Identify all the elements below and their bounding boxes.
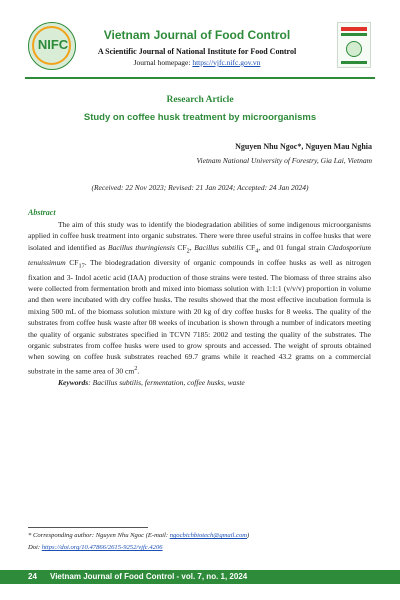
homepage-label: Journal homepage: bbox=[133, 58, 193, 67]
article-title: Study on coffee husk treatment by microorganisms bbox=[83, 112, 317, 123]
logo-text: NIFC bbox=[37, 37, 69, 52]
header-divider bbox=[25, 77, 375, 79]
page-number: 24 bbox=[28, 572, 37, 581]
affiliation: Vietnam National University of Forestry, Gia Lai, Vietnam bbox=[196, 156, 372, 165]
doi-link[interactable]: https://doi.org/10.47866/2615-9252/vjfc.4206 bbox=[41, 544, 163, 551]
keywords-label: Keywords bbox=[58, 377, 89, 387]
article-dates: (Received: 22 Nov 2023; Revised: 21 Jan 2024; Accepted: 24 Jan 2024) bbox=[91, 183, 309, 192]
keywords bbox=[28, 377, 371, 388]
nifc-logo bbox=[28, 22, 76, 70]
journal-cover-thumbnail bbox=[337, 22, 371, 68]
journal-title: Vietnam Journal of Food Control bbox=[103, 28, 291, 42]
corresponding-author-note: * Corresponding author: Nguyen Nhu Ngoc (E-mail: ngocbichbiotech@gmail.com) bbox=[28, 532, 250, 539]
author-email-link[interactable]: ngocbichbiotech@gmail.com bbox=[169, 532, 247, 539]
footer-journal-info: Vietnam Journal of Food Control - vol. 7, no. 1, 2024 bbox=[50, 572, 248, 581]
journal-subtitle: A Scientific Journal of National Institute for Food Control bbox=[97, 47, 297, 56]
abstract-paragraph: The aim of this study was to identify the biodegradation abilities of some indigenous microorganisms applied in coffee husk treatment into organic substrates. There were three useful strains in coffee husks that were isolated and identified as Bacillus thuringiensis $CF_2$, Bacillus subtilis $CF_4$, and 01 fungal strain Cladosporium tenuissimum $CF_{17}$. The biodegradation diversity of organic compounds in coffee husks as well as nitrogen fixation and 3- Indol acetic acid (IAA) production of those strains were tested. The biomass of three strains also were collected from fermentation broth and mixed into biomass solution with 1:1:1 (v/v/v) proportion in volume and then were incubated with dry coffee husks. The results showed that the most effective incubation formula is mixing 500 mL of the biomass solution mixture with 20 kg of dry coffee husks for 8 weeks. The quality of the substrates from coffee husk waste after 08 weeks of incubation is shown through a number of indicators meeting the quality of organic substrates specified in TCVN 7185: 2002 and testing the quality of the substrates. The organic substrates from coffee husks were used to grow sprouts and accessed. The weight of sprouts obtained when sowing on coffee husk substrates reached 69.7 grams while it reached 43.2 grams on a commercial substrate in the same area of 30 $cm^2$. bbox=[28, 220, 371, 376]
doi-note: Doi: https://doi.org/10.47866/2615-9252/vjfc.4206 bbox=[28, 544, 163, 551]
abstract-heading: Abstract bbox=[28, 208, 56, 217]
footnote-divider bbox=[28, 527, 148, 528]
abstract-body bbox=[28, 219, 371, 388]
keywords-list: : Bacillus subtilis, fermentation, coffee husks, waste bbox=[88, 377, 245, 387]
journal-homepage bbox=[92, 58, 302, 67]
authors: Nguyen Nhu Ngoc*, Nguyen Mau Nghia bbox=[235, 142, 372, 151]
article-type: Research Article bbox=[166, 95, 234, 105]
homepage-link[interactable]: https://vjfc.nifc.gov.vn bbox=[192, 58, 261, 67]
journal-header bbox=[0, 0, 400, 80]
